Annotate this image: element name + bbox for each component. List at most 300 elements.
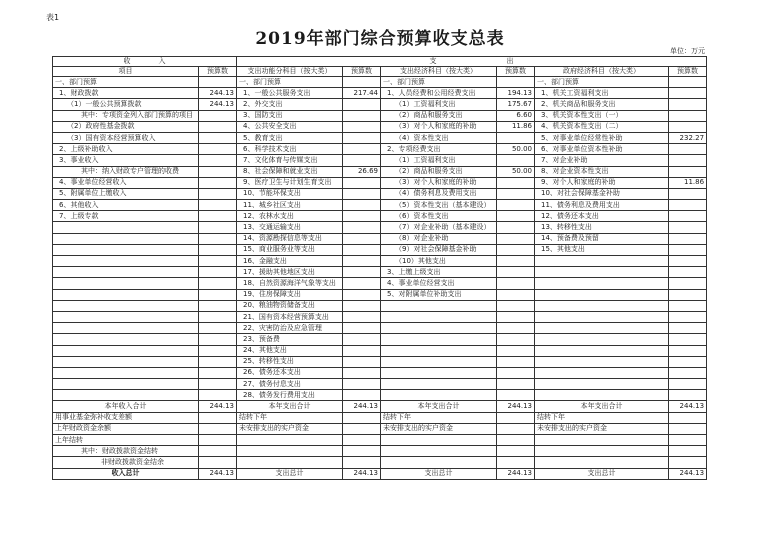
income-value-cell [199, 155, 237, 166]
econ-value-cell: 50.00 [497, 144, 535, 155]
table-row [53, 356, 707, 367]
func-total-label: 本年支出合计 [237, 401, 343, 412]
econ-value-cell [497, 222, 535, 233]
income-item-cell [53, 244, 199, 255]
econ-item-cell: （4）资本性支出 [381, 132, 497, 143]
blank-cell [237, 446, 343, 457]
income-item-cell [53, 300, 199, 311]
gov-value-cell [669, 267, 707, 278]
econ-item-cell: （9）对社会保障基金补助 [381, 244, 497, 255]
func-total-value: 244.13 [343, 401, 381, 412]
func-item-cell: 13、交通运输支出 [237, 222, 343, 233]
income-item-cell [53, 311, 199, 322]
header-row-group [53, 57, 707, 67]
func-item-cell: 18、自然资源海洋气象等支出 [237, 278, 343, 289]
income-item-cell: 3、事业收入 [53, 155, 199, 166]
func-item-cell: 17、援助其他地区支出 [237, 267, 343, 278]
income-value-cell [199, 323, 237, 334]
econ-value-cell: 194.13 [497, 88, 535, 99]
func-item-cell: 14、资源勘探信息等支出 [237, 233, 343, 244]
income-value-cell [199, 121, 237, 132]
table-row [53, 334, 707, 345]
gov-item-cell: 7、对企业补助 [535, 155, 669, 166]
gov-item-cell: 6、对事业单位资本性补助 [535, 144, 669, 155]
table-row [53, 88, 707, 99]
func-item-cell: 25、转移性支出 [237, 356, 343, 367]
income-item-header: 项目 [53, 67, 199, 77]
grand-gov-value: 244.13 [669, 468, 707, 479]
table-row [53, 188, 707, 199]
func-value-cell [343, 211, 381, 222]
income-value-cell [199, 110, 237, 121]
gov-item-cell: 2、机关商品和服务支出 [535, 99, 669, 110]
func-value-cell [343, 121, 381, 132]
grand-income-value: 244.13 [199, 468, 237, 479]
income-value-cell [199, 289, 237, 300]
func-item-cell: 1、一般公共服务支出 [237, 88, 343, 99]
econ-value-cell: 11.86 [497, 121, 535, 132]
func-value-cell [343, 334, 381, 345]
income-value-cell [199, 311, 237, 322]
econ-value-cell [497, 177, 535, 188]
gov-item-cell [535, 379, 669, 390]
gov-category-header: 政府经济科目（按大类） [535, 67, 669, 77]
blank-cell [669, 457, 707, 468]
gov-value-cell: 232.27 [669, 132, 707, 143]
income-total-label: 本年收入合计 [53, 401, 199, 412]
econ-item-cell: 3、上缴上级支出 [381, 267, 497, 278]
grand-func-label: 支出总计 [237, 468, 343, 479]
expense-group-header: 支 出 [237, 57, 707, 67]
blank-cell [535, 457, 669, 468]
gov-item-cell [535, 345, 669, 356]
budget-table [52, 56, 707, 480]
gov-item-cell: 一、部门预算 [535, 77, 669, 88]
table-row [53, 99, 707, 110]
func-value-cell [343, 267, 381, 278]
income-value-cell: 244.13 [199, 88, 237, 99]
summary-row-2 [53, 423, 707, 434]
blank-cell [535, 435, 669, 446]
income-item-cell: 5、附属单位上缴收入 [53, 188, 199, 199]
income-value-cell [199, 244, 237, 255]
gov-value-cell [669, 144, 707, 155]
table-row [53, 323, 707, 334]
gov-value-cell [669, 110, 707, 121]
econ-item-cell: （6）资本性支出 [381, 211, 497, 222]
gov-item-cell [535, 278, 669, 289]
table-row [53, 390, 707, 401]
econ-item-cell [381, 356, 497, 367]
income-value-cell [199, 132, 237, 143]
income-item-cell: 其中：专项资金列入部门预算的项目 [53, 110, 199, 121]
func-value-cell [343, 222, 381, 233]
blank-cell [497, 423, 535, 434]
econ-item-cell [381, 323, 497, 334]
income-value-cell [199, 166, 237, 177]
econ-value-cell: 50.00 [497, 166, 535, 177]
econ-value-cell [497, 267, 535, 278]
blank-cell [381, 435, 497, 446]
income-item-cell: 7、上级专款 [53, 211, 199, 222]
summary-section [53, 401, 707, 479]
econ-category-header: 支出经济科目（按大类） [381, 67, 497, 77]
blank-cell [535, 446, 669, 457]
econ-value-cell [497, 132, 535, 143]
func-item-cell: 20、粮油物资储备支出 [237, 300, 343, 311]
gov-value-cell [669, 99, 707, 110]
func-item-cell: 15、商业服务业等支出 [237, 244, 343, 255]
econ-item-cell: 1、人员经费和公用经费支出 [381, 88, 497, 99]
table-row [53, 166, 707, 177]
func-item-cell: 9、医疗卫生与计划生育支出 [237, 177, 343, 188]
income-group-header: 收 入 [53, 57, 237, 67]
func-item-cell: 7、文化体育与传媒支出 [237, 155, 343, 166]
econ-value-cell [497, 188, 535, 199]
table-row [53, 244, 707, 255]
summary-row-5 [53, 457, 707, 468]
income-value-cell [199, 356, 237, 367]
func-value-cell [343, 256, 381, 267]
nonfiscal-surplus-label: 非财政拨款资金结余 [53, 457, 199, 468]
gov-item-cell: 13、转移性支出 [535, 222, 669, 233]
income-item-cell [53, 267, 199, 278]
gov-item-cell [535, 256, 669, 267]
income-item-cell: 1、财政拨款 [53, 88, 199, 99]
table-row [53, 278, 707, 289]
func-item-cell: 10、节能环保支出 [237, 188, 343, 199]
econ-item-cell: （4）债务利息及费用支出 [381, 188, 497, 199]
table-row [53, 222, 707, 233]
table-row [53, 121, 707, 132]
func-item-cell: 23、预备费 [237, 334, 343, 345]
income-item-cell: 2、上级补助收入 [53, 144, 199, 155]
income-value-cell [199, 233, 237, 244]
blank-cell [199, 435, 237, 446]
econ-value-cell [497, 233, 535, 244]
func-value-cell [343, 77, 381, 88]
func-item-cell: 2、外交支出 [237, 99, 343, 110]
func-item-cell: 16、金融支出 [237, 256, 343, 267]
func-value-cell [343, 233, 381, 244]
gov-value-cell [669, 188, 707, 199]
gov-value-cell [669, 244, 707, 255]
gov-value-cell [669, 278, 707, 289]
econ-item-cell: （2）商品和服务支出 [381, 110, 497, 121]
econ-value-cell [497, 278, 535, 289]
income-item-cell: 6、其他收入 [53, 200, 199, 211]
income-item-cell [53, 256, 199, 267]
grand-total-row [53, 468, 707, 479]
econ-item-cell [381, 379, 497, 390]
gov-budget-header: 预算数 [669, 67, 707, 77]
func-value-cell [343, 356, 381, 367]
func-item-cell: 3、国防支出 [237, 110, 343, 121]
table-row [53, 155, 707, 166]
income-item-cell [53, 289, 199, 300]
func-item-cell: 一、部门预算 [237, 77, 343, 88]
income-value-cell [199, 211, 237, 222]
econ-total-label: 本年支出合计 [381, 401, 497, 412]
econ-item-cell [381, 311, 497, 322]
func-item-cell: 4、公共安全支出 [237, 121, 343, 132]
func-value-cell [343, 379, 381, 390]
func-value-cell [343, 132, 381, 143]
econ-value-cell [497, 323, 535, 334]
gov-item-cell: 3、机关资本性支出（一） [535, 110, 669, 121]
income-value-cell [199, 144, 237, 155]
gov-item-cell [535, 300, 669, 311]
econ-item-cell: （7）对企业补助（基本建设） [381, 222, 497, 233]
income-item-cell: 4、事业单位经营收入 [53, 177, 199, 188]
income-value-cell [199, 278, 237, 289]
func-value-cell [343, 345, 381, 356]
econ-carry-label: 结转下年 [381, 412, 497, 423]
grand-income-label: 收入总计 [53, 468, 199, 479]
gov-value-cell [669, 88, 707, 99]
func-item-cell: 24、其他支出 [237, 345, 343, 356]
gov-item-cell: 4、机关资本性支出（二） [535, 121, 669, 132]
income-value-cell [199, 334, 237, 345]
econ-value-cell [497, 211, 535, 222]
econ-value-cell [497, 289, 535, 300]
gov-item-cell [535, 334, 669, 345]
table-row [53, 211, 707, 222]
table-row [53, 77, 707, 88]
func-value-cell [343, 278, 381, 289]
blank-cell [199, 423, 237, 434]
income-value-cell [199, 267, 237, 278]
gov-item-cell: 11、债务利息及费用支出 [535, 200, 669, 211]
gov-value-cell [669, 345, 707, 356]
func-value-cell: 217.44 [343, 88, 381, 99]
econ-value-cell [497, 200, 535, 211]
table-row [53, 345, 707, 356]
econ-unarranged-label: 未安排支出的实户资金 [381, 423, 497, 434]
gov-item-cell [535, 356, 669, 367]
func-value-cell: 26.69 [343, 166, 381, 177]
income-item-cell [53, 345, 199, 356]
income-item-cell [53, 390, 199, 401]
grand-econ-label: 支出总计 [381, 468, 497, 479]
income-value-cell [199, 367, 237, 378]
blank-cell [497, 446, 535, 457]
income-value-cell [199, 188, 237, 199]
table-row [53, 233, 707, 244]
blank-cell [669, 435, 707, 446]
func-value-cell [343, 289, 381, 300]
func-value-cell [343, 188, 381, 199]
income-budget-header: 预算数 [199, 67, 237, 77]
income-item-cell [53, 278, 199, 289]
income-item-cell [53, 222, 199, 233]
blank-cell [497, 457, 535, 468]
econ-item-cell [381, 390, 497, 401]
table-row [53, 177, 707, 188]
summary-row-3 [53, 435, 707, 446]
gov-item-cell: 9、对个人和家庭的补助 [535, 177, 669, 188]
gov-item-cell: 12、债务还本支出 [535, 211, 669, 222]
gov-item-cell [535, 311, 669, 322]
blank-cell [199, 457, 237, 468]
header-row-columns [53, 67, 707, 77]
gov-carry-label: 结转下年 [535, 412, 669, 423]
gov-value-cell [669, 311, 707, 322]
gov-value-cell [669, 323, 707, 334]
econ-value-cell [497, 77, 535, 88]
func-item-cell: 26、债务还本支出 [237, 367, 343, 378]
econ-value-cell [497, 300, 535, 311]
econ-item-cell: （3）对个人和家庭的补助 [381, 121, 497, 132]
func-value-cell [343, 200, 381, 211]
gov-value-cell [669, 289, 707, 300]
gov-item-cell [535, 390, 669, 401]
econ-total-value: 244.13 [497, 401, 535, 412]
func-value-cell [343, 367, 381, 378]
econ-value-cell [497, 311, 535, 322]
income-item-cell [53, 233, 199, 244]
table-row [53, 200, 707, 211]
table-row [53, 267, 707, 278]
blank-cell [669, 423, 707, 434]
prior-balance-label: 上年财政资金余额 [53, 423, 199, 434]
income-value-cell [199, 345, 237, 356]
income-item-cell: 其中：纳入财政专户管理的收费 [53, 166, 199, 177]
econ-value-cell [497, 244, 535, 255]
gov-value-cell [669, 200, 707, 211]
blank-cell [497, 435, 535, 446]
gov-item-cell: 15、其他支出 [535, 244, 669, 255]
blank-cell [343, 435, 381, 446]
table-number-tag: 表1 [46, 13, 60, 22]
func-value-cell [343, 144, 381, 155]
econ-item-cell: 4、事业单位经营支出 [381, 278, 497, 289]
income-value-cell [199, 200, 237, 211]
econ-item-cell: （3）对个人和家庭的补助 [381, 177, 497, 188]
func-item-cell: 28、债务发行费用支出 [237, 390, 343, 401]
table-row [53, 289, 707, 300]
func-item-cell: 21、国有资本经营预算支出 [237, 311, 343, 322]
gov-item-cell: 8、对企业资本性支出 [535, 166, 669, 177]
fiscal-carry-label: 其中：财政拨款资金结转 [53, 446, 199, 457]
gov-item-cell: 10、对社会保障基金补助 [535, 188, 669, 199]
blank-cell [343, 412, 381, 423]
gov-item-cell: 14、预备费及预留 [535, 233, 669, 244]
table-row [53, 367, 707, 378]
econ-item-cell: （2）商品和服务支出 [381, 166, 497, 177]
table-row [53, 256, 707, 267]
func-value-cell [343, 311, 381, 322]
income-item-cell [53, 323, 199, 334]
func-item-cell: 8、社会保障和就业支出 [237, 166, 343, 177]
income-value-cell [199, 77, 237, 88]
func-value-cell [343, 99, 381, 110]
econ-item-cell: 2、专项经费支出 [381, 144, 497, 155]
gov-value-cell [669, 233, 707, 244]
blank-cell [669, 446, 707, 457]
blank-cell [343, 423, 381, 434]
func-item-cell: 19、住房保障支出 [237, 289, 343, 300]
grand-func-value: 244.13 [343, 468, 381, 479]
func-value-cell [343, 300, 381, 311]
gov-value-cell [669, 379, 707, 390]
gov-item-cell [535, 323, 669, 334]
blank-cell [669, 412, 707, 423]
gov-item-cell: 1、机关工资福利支出 [535, 88, 669, 99]
page-title: 2019年部门综合预算收支总表 [255, 29, 505, 49]
income-value-cell [199, 256, 237, 267]
table-row [53, 110, 707, 121]
grand-econ-value: 244.13 [497, 468, 535, 479]
econ-value-cell [497, 356, 535, 367]
econ-item-cell: （5）资本性支出（基本建设） [381, 200, 497, 211]
blank-cell [199, 412, 237, 423]
gov-value-cell [669, 155, 707, 166]
econ-item-cell: 5、对附属单位补助支出 [381, 289, 497, 300]
table-row [53, 132, 707, 143]
income-total-value: 244.13 [199, 401, 237, 412]
blank-cell [381, 457, 497, 468]
gov-value-cell: 11.86 [669, 177, 707, 188]
econ-value-cell: 175.67 [497, 99, 535, 110]
income-item-cell [53, 334, 199, 345]
table-row [53, 300, 707, 311]
func-item-cell: 27、债务付息支出 [237, 379, 343, 390]
blank-cell [343, 457, 381, 468]
gov-item-cell [535, 289, 669, 300]
summary-row-1 [53, 412, 707, 423]
func-item-cell: 12、农林水支出 [237, 211, 343, 222]
func-value-cell [343, 177, 381, 188]
income-item-cell: （3）国有资本经营预算收入 [53, 132, 199, 143]
grand-gov-label: 支出总计 [535, 468, 669, 479]
gov-value-cell [669, 367, 707, 378]
econ-value-cell [497, 345, 535, 356]
gov-value-cell [669, 300, 707, 311]
func-item-cell: 22、灾害防治及应急管理 [237, 323, 343, 334]
blank-cell [199, 446, 237, 457]
totals-row [53, 401, 707, 412]
unit-label: 单位：万元 [670, 47, 705, 55]
econ-item-cell: （8）对企业补助 [381, 233, 497, 244]
income-value-cell: 244.13 [199, 99, 237, 110]
econ-item-cell: （1）工资福利支出 [381, 155, 497, 166]
income-item-cell [53, 356, 199, 367]
gov-total-value: 244.13 [669, 401, 707, 412]
gov-item-cell [535, 367, 669, 378]
gov-value-cell [669, 356, 707, 367]
prior-carry-label: 上年结转 [53, 435, 199, 446]
econ-value-cell [497, 367, 535, 378]
econ-item-cell [381, 367, 497, 378]
table-row [53, 144, 707, 155]
func-budget-header: 预算数 [343, 67, 381, 77]
func-item-cell: 6、科学技术支出 [237, 144, 343, 155]
table-row [53, 311, 707, 322]
fund-offset-label: 用事业基金弥补收支差额 [53, 412, 199, 423]
gov-value-cell [669, 334, 707, 345]
gov-value-cell [669, 166, 707, 177]
table-row [53, 379, 707, 390]
blank-cell [237, 435, 343, 446]
econ-value-cell [497, 379, 535, 390]
gov-value-cell [669, 121, 707, 132]
econ-item-cell: 一、部门预算 [381, 77, 497, 88]
gov-unarranged-label: 未安排支出的实户资金 [535, 423, 669, 434]
income-value-cell [199, 300, 237, 311]
func-value-cell [343, 323, 381, 334]
func-value-cell [343, 155, 381, 166]
